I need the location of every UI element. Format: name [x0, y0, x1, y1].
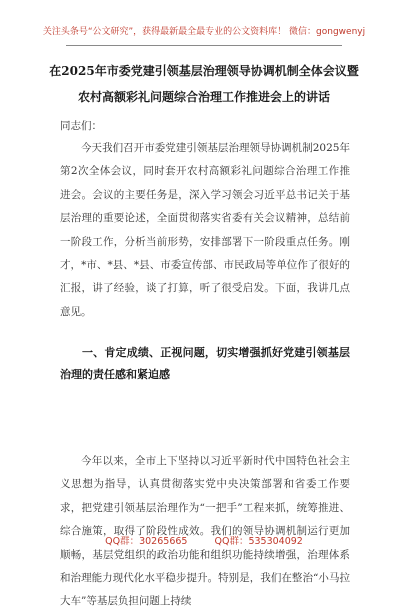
header-banner: 关注头条号“公文研究”，获得最新最全最专业的公文资料库！ 微信：gongwenyj — [42, 27, 366, 37]
footer-qq-group-2: QQ群：535304092 — [214, 536, 303, 547]
section-heading-1: 一、肯定成绩、正视问题，切实增强抓好党建引领基层治理的责任感和紧迫感 — [60, 346, 350, 381]
footer-qq-group-1: QQ群：30265665 — [105, 536, 188, 547]
salutation: 同志们： — [60, 120, 102, 132]
document-title-line-1: 在2025年市委党建引领基层治理领导协调机制全体会议暨 — [49, 64, 359, 78]
header-divider — [66, 45, 342, 46]
body-paragraph-2: 今年以来，全市上下坚持以习近平新时代中国特色社会主义思想为指导，认真贯彻落实党中央决策部署和省委工作要求，把党建引领基层治理作为“一把手”工程来抓，统筹推进、综合施策，取得了阶段性成效。我们的领导协调机制运行更加顺畅，基层党组织的政治功能和组织功能持续增强，治理体系和治理能力现代化水平稳步提升。特别是，我们在整治“小马拉大车”等基层负担问题上持续 — [60, 455, 350, 608]
body-paragraph-1: 今天我们召开市委党建引领基层治理领导协调机制2025年第2次全体会议，同时套开农村高额彩礼问题综合治理工作推进会。会议的主要任务是，深入学习领会习近平总书记关于基层治理的重要论述，全面贯彻落实省委有关会议精神，总结前一阶段工作，分析当前形势，安排部署下一阶段重点任务。刚才，*市、*县、*县、市委宣传部、市民政局等单位作了很好的汇报，讲了经验，谈了打算，听了很受启发。下面，我讲几点意见。 — [60, 142, 350, 318]
footer-contact — [0, 533, 408, 547]
document-title-line-2: 农村高额彩礼问题综合治理工作推进会上的讲话 — [77, 90, 330, 104]
